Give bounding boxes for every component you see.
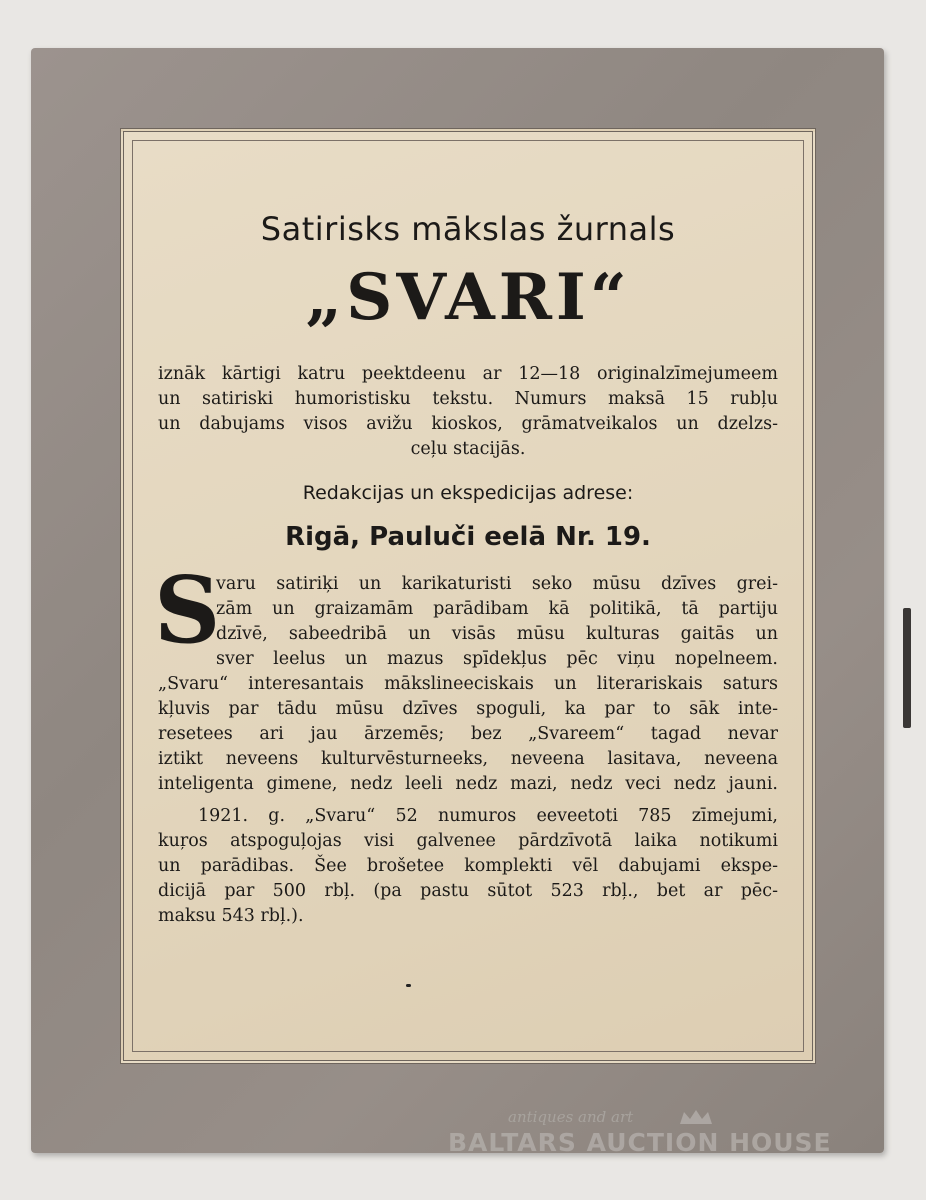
- body-paragraph-indented-2: [216, 647, 778, 672]
- closing-paragraph: [158, 804, 778, 929]
- body-paragraph: [158, 672, 778, 797]
- closing-line: 1921. g. „Svaru“ 52 numuros eeveetoti 785 zīmejumi,: [198, 806, 778, 826]
- closing-line: kuŗos atspoguļojas visi galvenee pārdzīvotā laika notikumi: [158, 831, 778, 851]
- journal-subtitle: Satirisks mākslas žurnals: [260, 210, 676, 248]
- printed-page: [120, 128, 816, 1064]
- watermark-brand: BALTARS AUCTION HOUSE: [448, 1128, 832, 1157]
- address-value: Rigā, Pauluči eelā Nr. 19.: [285, 522, 651, 552]
- body-line: iztikt neveens kulturvēsturneeks, neveena lasitava, neveena: [158, 749, 778, 769]
- intro-line: ceļu stacijās.: [410, 439, 526, 459]
- journal-title: „SVARI“: [305, 260, 631, 335]
- closing-line: dicijā par 500 rbļ. (pa pastu sūtot 523 rbļ., bet ar pēc-: [158, 881, 778, 901]
- intro-line: iznāk kārtigi katru peektdeenu ar 12—18 originalzīmejumeem: [158, 364, 778, 384]
- intro-paragraph: [158, 362, 778, 462]
- watermark-tagline: antiques and art: [508, 1108, 634, 1126]
- body-line: dzīvē, sabeedribā un visās mūsu kulturas gaitās un: [216, 624, 778, 644]
- crown-icon: [676, 1108, 716, 1126]
- intro-line: un satiriski humoristisku tekstu. Numurs maksā 15 rubļu: [158, 389, 778, 409]
- body-line: inteligenta gimene, nedz leeli nedz mazi, nedz veci nedz jauni.: [158, 774, 778, 794]
- address-label: Redakcijas un ekspedicijas adrese:: [302, 482, 634, 504]
- dropcap-letter: S: [154, 556, 221, 664]
- closing-line: maksu 543 rbļ.).: [158, 906, 304, 926]
- auction-watermark: [448, 1108, 848, 1168]
- closing-line: un parādibas. Šee brošetee komplekti vēl dabujami ekspe-: [158, 856, 778, 876]
- body-line: kļuvis par tādu mūsu dzīves spoguli, ka par to sāk inte-: [158, 699, 778, 719]
- body-paragraph-indented: [216, 572, 778, 647]
- body-line: zām un graizamām parādibam kā politikā, tā partiju: [216, 599, 778, 619]
- ink-speck: [406, 984, 411, 987]
- body-line: resetees ari jau ārzemēs; bez „Svareem“ tagad nevar: [158, 724, 778, 744]
- body-line: sver leelus un mazus spīdekļus pēc viņu nopelneem.: [216, 649, 778, 669]
- staple-edge: [903, 608, 911, 728]
- intro-line: un dabujams visos avižu kioskos, grāmatveikalos un dzelzs-: [158, 414, 778, 434]
- body-line: varu satiriķi un karikaturisti seko mūsu dzīves grei-: [216, 574, 778, 594]
- body-line: „Svaru“ interesantais mākslineeciskais un literariskais saturs: [158, 674, 778, 694]
